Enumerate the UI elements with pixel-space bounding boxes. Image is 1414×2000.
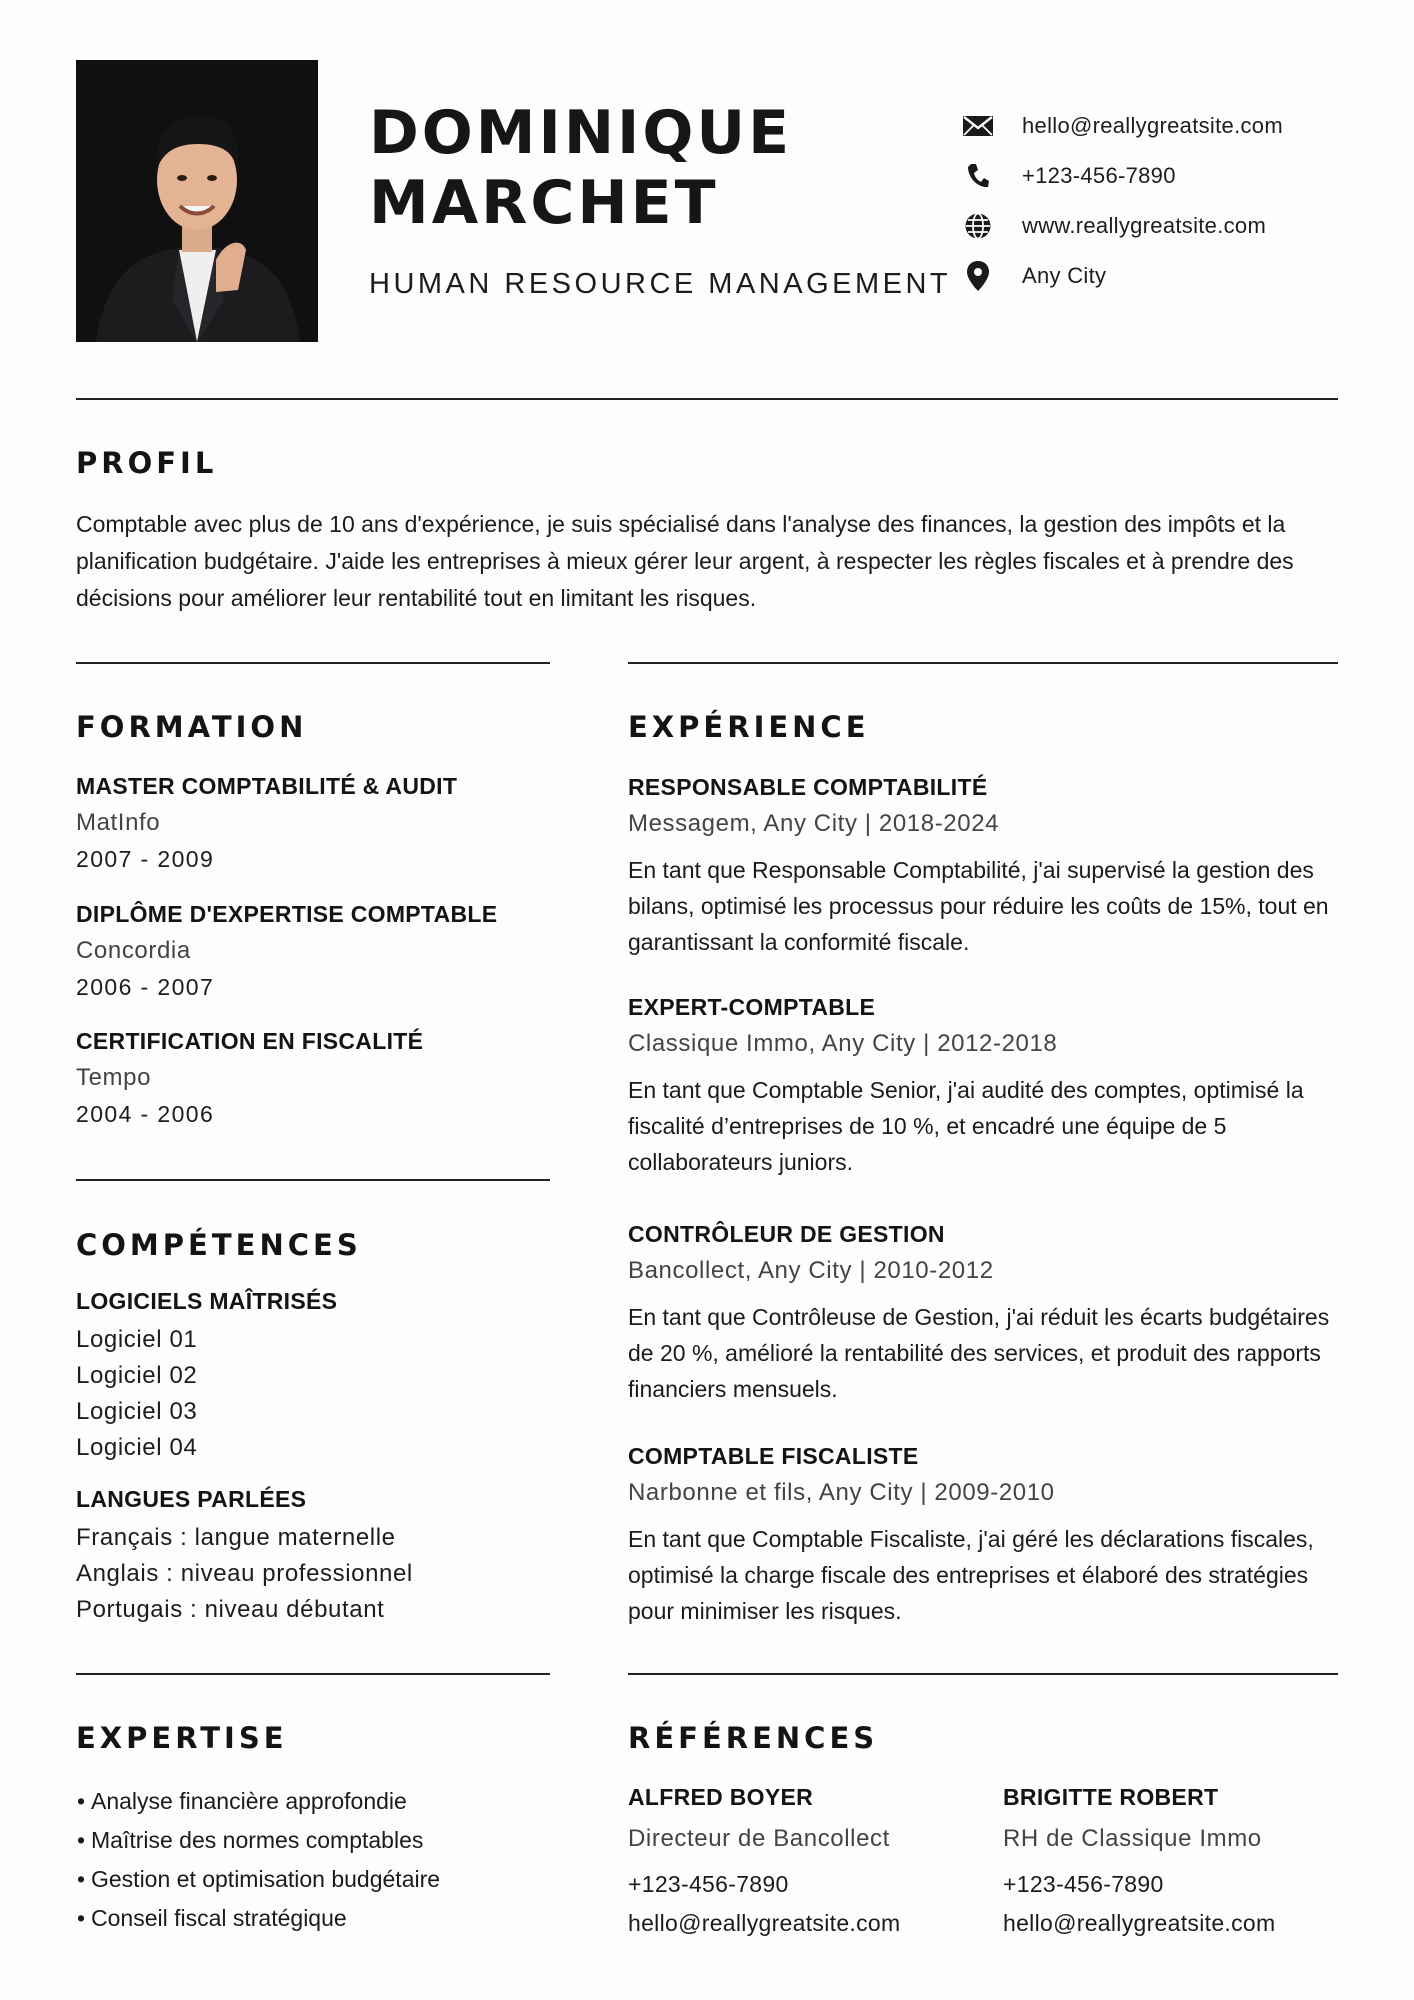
divider [76,1673,550,1675]
profile-photo [76,60,318,342]
school-name: MatInfo [76,809,161,836]
degree-dates: 2007 - 2009 [76,846,215,872]
degree-title: DIPLÔME D'EXPERTISE COMPTABLE [76,901,498,927]
expertise-text: Conseil fiscal stratégique [91,1905,347,1931]
expertise-item [77,1899,571,1938]
reference-card [628,1784,988,1943]
languages-heading: LANGUES PARLÉES [76,1486,307,1512]
profil-text: Comptable avec plus de 10 ans d'expérience, je suis spécialisé dans l'analyse des finances, la gestion des impôts et la planification budgétaire. J'aide les entreprises à mieux gérer leur argent, à respecter les règles fiscales et à prendre des décisions pour améliorer leur rentabilité tout en limitant les risques. [76,511,1294,611]
phone-text: +123-456-7890 [1022,163,1176,188]
map-pin-icon [960,260,996,292]
job-description: En tant que Contrôleuse de Gestion, j'ai réduit les écarts budgétaires de 20 %, amélioré la rentabilité des services, et produit des rapports financiers mensuels. [628,1304,1330,1402]
job-description: En tant que Responsable Comptabilité, j'ai supervisé la gestion des bilans, optimisé les processus pour réduire les coûts de 15%, tout en garantissant la conformité fiscale. [628,857,1329,955]
software-item: Logiciel 02 [76,1362,198,1389]
expertise-list [76,1782,571,1938]
software-list [76,1322,197,1466]
language-item: Anglais : niveau professionnel [76,1560,413,1587]
job-meta: Messagem, Any City | 2018-2024 [628,810,1000,837]
contact-email[interactable] [960,106,1283,146]
envelope-icon [960,116,996,136]
reference-phone[interactable]: +123-456-7890 [1003,1871,1164,1897]
job-role: CONTRÔLEUR DE GESTION [628,1221,945,1247]
degree-title: MASTER COMPTABILITÉ & AUDIT [76,773,458,799]
reference-phone[interactable]: +123-456-7890 [628,1871,789,1897]
divider [76,1179,550,1181]
job-meta: Narbonne et fils, Any City | 2009-2010 [628,1479,1055,1506]
expertise-text: Gestion et optimisation budgétaire [91,1866,441,1892]
references-heading: RÉFÉRENCES [628,1721,879,1755]
bullet-icon: • [77,1905,86,1931]
expertise-item [77,1782,571,1821]
school-name: Concordia [76,937,191,964]
location-text: Any City [1022,263,1107,288]
email-text: hello@reallygreatsite.com [1022,113,1283,138]
reference-name: ALFRED BOYER [628,1784,814,1810]
formation-item [76,901,556,1011]
formation-item [76,1028,556,1138]
formation-heading: FORMATION [76,710,308,744]
name-first: DOMINIQUE [369,98,793,168]
formation-item [76,773,556,883]
profil-heading: PROFIL [76,446,218,480]
experience-item [628,774,1344,960]
job-role: RESPONSABLE COMPTABILITÉ [628,774,988,800]
reference-email[interactable]: hello@reallygreatsite.com [628,1910,901,1936]
software-item: Logiciel 01 [76,1326,198,1353]
job-description: En tant que Comptable Fiscaliste, j'ai géré les déclarations fiscales, optimisé la charge fiscale des entreprises et élaboré des stratégies pour minimiser les risques. [628,1526,1314,1624]
expertise-text: Maîtrise des normes comptables [91,1827,424,1853]
contact-phone[interactable] [960,156,1176,196]
expertise-text: Analyse financière approfondie [91,1788,407,1814]
language-item: Portugais : niveau débutant [76,1596,385,1623]
bullet-icon: • [77,1788,86,1814]
language-item: Français : langue maternelle [76,1524,396,1551]
experience-item [628,1443,1344,1629]
degree-title: CERTIFICATION EN FISCALITÉ [76,1028,424,1054]
website-text: www.reallygreatsite.com [1022,213,1267,238]
name-last: MARCHET [369,168,719,238]
expertise-item [77,1860,571,1899]
degree-dates: 2006 - 2007 [76,974,215,1000]
reference-email[interactable]: hello@reallygreatsite.com [1003,1910,1276,1936]
portrait-image [76,60,318,342]
software-item: Logiciel 03 [76,1398,198,1425]
divider [628,1673,1338,1675]
reference-name: BRIGITTE ROBERT [1003,1784,1219,1810]
bullet-icon: • [77,1866,86,1892]
languages-list [76,1520,413,1628]
expertise-heading: EXPERTISE [76,1721,288,1755]
divider [76,662,550,664]
reference-position: Directeur de Bancollect [628,1825,890,1852]
expertise-item [77,1821,571,1860]
job-description: En tant que Comptable Senior, j'ai audité des comptes, optimisé la fiscalité d’entreprises de 10 %, et encadré une équipe de 5 collaborateurs juniors. [628,1077,1304,1175]
reference-card [1003,1784,1343,1943]
software-heading: LOGICIELS MAÎTRISÉS [76,1288,338,1314]
contact-website[interactable] [960,206,1266,246]
phone-icon [960,162,996,190]
job-role: EXPERT-COMPTABLE [628,994,876,1020]
experience-item [628,994,1344,1180]
job-title: HUMAN RESOURCE MANAGEMENT [369,268,952,300]
bullet-icon: • [77,1827,86,1853]
experience-item [628,1221,1344,1407]
job-meta: Classique Immo, Any City | 2012-2018 [628,1030,1058,1057]
globe-icon [960,212,996,240]
experience-heading: EXPÉRIENCE [628,710,870,744]
job-meta: Bancollect, Any City | 2010-2012 [628,1257,994,1284]
school-name: Tempo [76,1064,152,1091]
job-role: COMPTABLE FISCALISTE [628,1443,919,1469]
divider [628,662,1338,664]
competences-heading: COMPÉTENCES [76,1228,362,1262]
divider [76,398,1338,400]
degree-dates: 2004 - 2006 [76,1101,215,1127]
reference-position: RH de Classique Immo [1003,1825,1262,1852]
software-item: Logiciel 04 [76,1434,198,1461]
contact-location [960,256,1106,296]
full-name [369,98,792,238]
